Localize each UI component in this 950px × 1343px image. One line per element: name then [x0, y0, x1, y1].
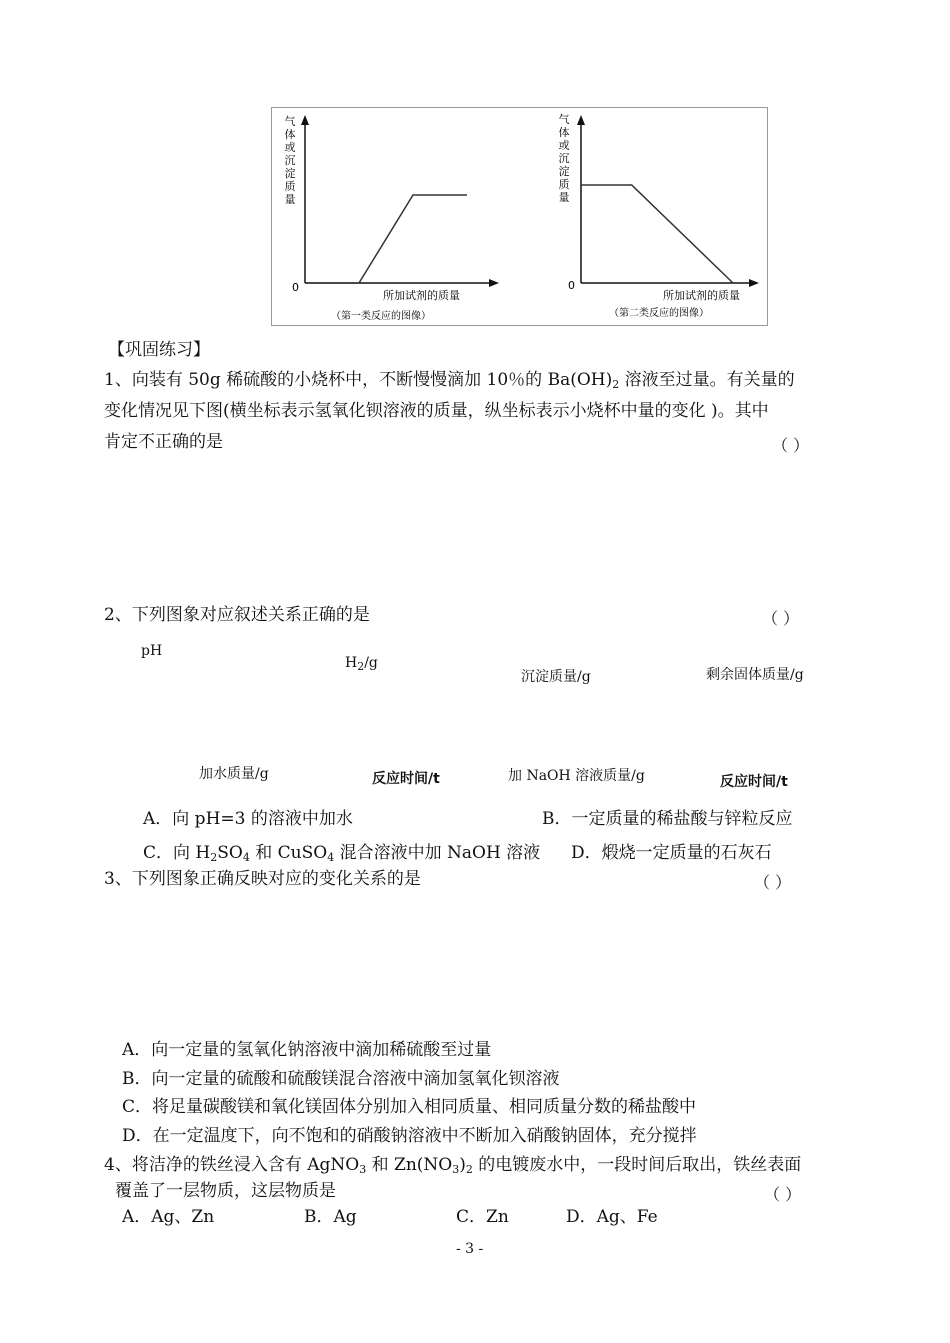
q2-option-d: D．煅烧一定质量的石灰石	[571, 843, 772, 863]
q2-option-c-sub3: 4	[327, 851, 335, 864]
q4-line-1-part4: 的电镀废水中，一段时间后取出，铁丝表面	[472, 1155, 802, 1175]
q1-answer-bracket: （ ）	[772, 436, 810, 455]
q2-graph3-x-label: 加 NaOH 溶液质量/g	[508, 768, 645, 784]
q2-option-b: B．一定质量的稀盐酸与锌粒反应	[542, 809, 793, 829]
q4-line-1-sub2: 3	[452, 1163, 460, 1176]
q4-option-a: A．Ag、Zn	[122, 1207, 215, 1227]
q1-line-1-text: 1、向装有 50g 稀硫酸的小烧杯中，不断慢慢滴加 10％的 Ba(OH)	[104, 370, 613, 390]
y-label-char: 淀	[558, 165, 570, 178]
q2-graph4-x-label: 反应时间/t	[720, 774, 788, 790]
graph2-y-label	[559, 112, 570, 204]
q2-graph1-y-label: pH	[141, 643, 163, 659]
section-title: 【巩固练习】	[108, 340, 210, 360]
y-label-char: 体	[284, 128, 296, 141]
q2-graph2-x-label: 反应时间/t	[372, 771, 440, 787]
y-label-char: 气	[284, 115, 296, 128]
q2-graph2-y-label-tail: /g	[364, 655, 378, 671]
graph1-y-label	[285, 114, 296, 206]
q1-line-2: 变化情况见下图(横坐标表示氢氧化钡溶液的质量，纵坐标表示小烧杯中量的变化 )。其中	[104, 401, 769, 421]
page-number: - 3 -	[456, 1241, 484, 1257]
q2-graph2-y-label-main: H	[345, 655, 358, 671]
q2-option-c-part3: 和 CuSO	[249, 843, 328, 863]
q2-graph4-y-label: 剩余固体质量/g	[706, 667, 804, 683]
graph2-x-label: 所加试剂的质量	[663, 289, 740, 302]
q2-graph2-y-label	[345, 655, 378, 671]
q4-line-1-part1: 4、将洁净的铁丝浸入含有 AgNO	[104, 1155, 360, 1175]
q3-option-a: A．向一定量的氢氧化钠溶液中滴加稀硫酸至过量	[122, 1040, 492, 1060]
y-label-char: 质	[558, 178, 570, 191]
q2-option-c-part4: 混合溶液中加 NaOH 溶液	[334, 843, 541, 863]
y-label-char: 体	[558, 126, 570, 139]
y-label-char: 沉	[284, 154, 296, 167]
q2-answer-bracket: （ ）	[762, 609, 800, 628]
q3-option-b: B．向一定量的硫酸和硫酸镁混合溶液中滴加氢氧化钡溶液	[122, 1069, 560, 1089]
q2-option-c-part1: C．向 H	[143, 843, 211, 863]
q4-line-1-part3: )	[459, 1155, 466, 1175]
q4-option-b: B．Ag	[304, 1207, 357, 1227]
q4-answer-bracket: （ ）	[764, 1185, 802, 1204]
y-label-char: 或	[558, 139, 570, 152]
q4-line-1-sub3: 2	[465, 1163, 473, 1176]
graph1-caption: （第一类反应的图像）	[331, 311, 431, 322]
q2-graph2-y-label-subscript: 2	[357, 660, 365, 673]
q2-option-c	[143, 843, 540, 863]
q2-option-c-sub2: 4	[242, 851, 250, 864]
q4-option-d: D．Ag、Fe	[566, 1207, 658, 1227]
q2-option-c-sub1: 2	[210, 851, 218, 864]
graph1-x-label: 所加试剂的质量	[383, 289, 460, 302]
q2-stem: 2、下列图象对应叙述关系正确的是	[104, 605, 370, 625]
q4-line-2: 覆盖了一层物质，这层物质是	[115, 1181, 336, 1201]
y-label-char: 淀	[284, 167, 296, 180]
graph2-origin: 0	[568, 279, 575, 292]
q2-option-a: A．向 pH=3 的溶液中加水	[143, 809, 353, 829]
q2-graph1-x-label: 加水质量/g	[199, 766, 269, 782]
q4-option-c: C．Zn	[456, 1207, 509, 1227]
y-label-char: 量	[284, 193, 296, 206]
graph1-origin: 0	[292, 281, 299, 294]
y-label-char: 质	[284, 180, 296, 193]
q4-line-1-sub1: 3	[359, 1163, 367, 1176]
q2-option-c-part2: SO	[217, 843, 243, 863]
q3-option-d: D．在一定温度下，向不饱和的硝酸钠溶液中不断加入硝酸钠固体，充分搅拌	[122, 1126, 697, 1146]
q3-stem: 3、下列图象正确反映对应的变化关系的是	[104, 869, 421, 889]
y-label-char: 量	[558, 191, 570, 204]
reaction-graphs-figure	[271, 107, 769, 327]
q1-line-1-subscript: 2	[612, 378, 620, 391]
q2-graph3-y-label: 沉淀质量/g	[521, 669, 591, 685]
y-label-char: 或	[284, 141, 296, 154]
q1-line-1-tail: 溶液至过量。有关量的	[619, 370, 795, 390]
y-label-char: 气	[558, 113, 570, 126]
q3-answer-bracket: （ ）	[754, 873, 792, 892]
q3-option-c: C．将足量碳酸镁和氧化镁固体分别加入相同质量、相同质量分数的稀盐酸中	[122, 1097, 697, 1117]
q4-line-1-part2: 和 Zn(NO	[366, 1155, 453, 1175]
q4-line-1	[104, 1155, 801, 1175]
y-label-char: 沉	[558, 152, 570, 165]
graph2-caption: （第二类反应的图像）	[609, 308, 709, 319]
q1-line-3: 肯定不正确的是	[104, 432, 223, 452]
q1-line-1	[104, 370, 795, 390]
